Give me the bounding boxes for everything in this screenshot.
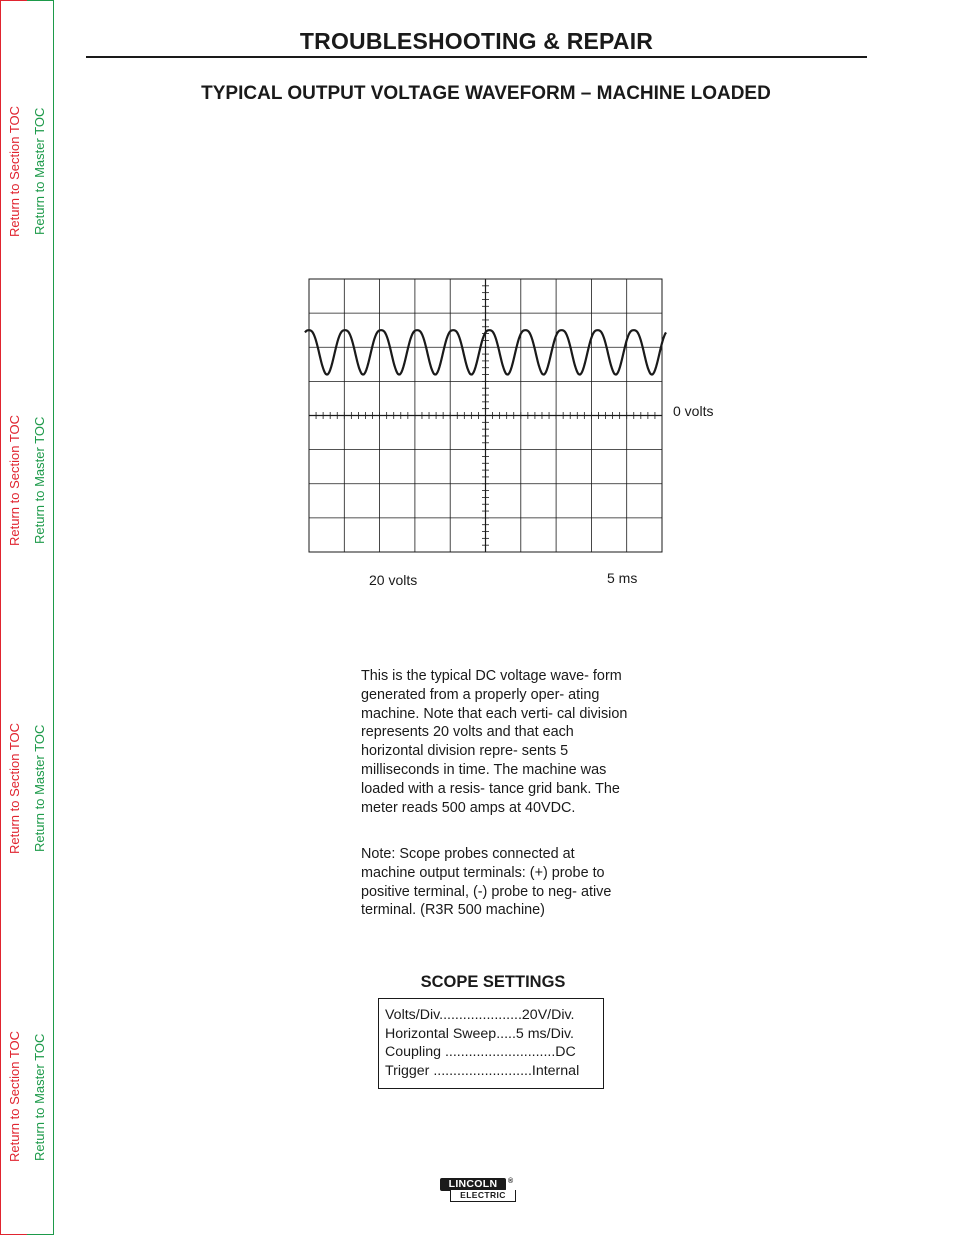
settings-row-volts-div: Volts/Div.....................20V/Div. <box>385 1007 575 1023</box>
settings-row-horizontal-sweep: Horizontal Sweep.....5 ms/Div. <box>385 1025 574 1042</box>
page-title: TROUBLESHOOTING & REPAIR <box>299 28 654 54</box>
description-paragraph: This is the typical DC voltage wave- form generated from a properly oper- ating machine. Note that each verti- cal division represents 20 volts and that each horizontal division repre- sents 5 milliseconds in time. The machine was loaded with a resis- tance grid bank. The meter reads 500 amps at 40VDC. <box>361 668 628 816</box>
settings-row-trigger: Trigger .........................Internal <box>385 1062 580 1079</box>
horizontal-scale-label: 5 ms <box>607 570 638 586</box>
return-to-master-toc-link[interactable]: Return to Master TOC <box>32 416 47 544</box>
lincoln-electric-logo <box>440 1178 516 1204</box>
probe-note <box>361 845 631 920</box>
vertical-scale-label: 20 volts <box>369 572 418 588</box>
scope-settings-heading: SCOPE SETTINGS <box>420 973 566 991</box>
return-to-section-toc-link[interactable]: Return to Section TOC <box>7 105 22 237</box>
logo-top-text: LINCOLN <box>440 1178 506 1191</box>
waveform-chart <box>300 270 680 570</box>
return-to-master-toc-link[interactable]: Return to Master TOC <box>32 1033 47 1161</box>
return-to-master-toc-link[interactable]: Return to Master TOC <box>32 724 47 852</box>
note-paragraph: Note: Scope probes connected at machine output terminals: (+) probe to positive terminal, (-) probe to neg- ative terminal. (R3R 500 machine) <box>361 846 612 919</box>
title-divider <box>86 56 867 58</box>
waveform-description <box>361 667 631 817</box>
section-toc-column <box>0 0 29 1235</box>
settings-row-coupling: Coupling ............................DC <box>385 1044 576 1061</box>
scope-settings-box <box>378 998 604 1089</box>
zero-volts-label: 0 volts <box>673 403 714 419</box>
return-to-section-toc-link[interactable]: Return to Section TOC <box>7 722 22 854</box>
logo-bottom-text: ELECTRIC <box>450 1190 516 1202</box>
master-toc-column <box>27 0 54 1235</box>
return-to-section-toc-link[interactable]: Return to Section TOC <box>7 414 22 546</box>
section-title: TYPICAL OUTPUT VOLTAGE WAVEFORM – MACHINE LOADED <box>201 83 771 104</box>
registered-mark: ® <box>508 1178 514 1185</box>
return-to-section-toc-link[interactable]: Return to Section TOC <box>7 1030 22 1162</box>
return-to-master-toc-link[interactable]: Return to Master TOC <box>32 107 47 235</box>
